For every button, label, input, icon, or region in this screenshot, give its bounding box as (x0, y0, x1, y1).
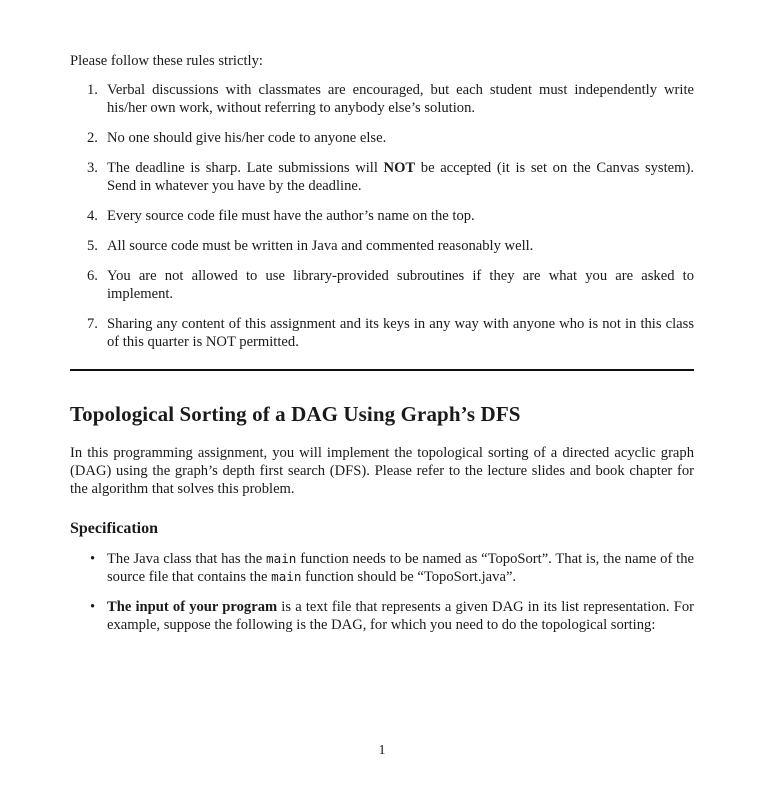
spec-text: The Java class that has the (107, 551, 267, 567)
rule-text-pre: The deadline is sharp. Late submissions will (107, 160, 384, 176)
bullet-icon: • (90, 599, 96, 615)
rule-text: All source code must be written in Java and commented reasonably well. (107, 238, 534, 254)
rule-item (70, 129, 694, 147)
rule-number: 7. (87, 316, 98, 332)
rule-number: 3. (87, 160, 98, 176)
rule-text: No one should give his/her code to anyone else. (107, 130, 387, 146)
rule-item (70, 267, 694, 303)
rule-text: You are not allowed to use library-provided subroutines if they are what you are asked to implement. (107, 268, 694, 302)
rule-text-post: be accepted (it is set on the Canvas system). Send in whatever you have by the deadline. (107, 160, 694, 194)
document-page (70, 52, 694, 646)
page-number: 1 (378, 743, 386, 758)
rule-text: Sharing any content of this assignment and its keys in any way with anyone who is not in this class of this quarter is NOT permitted. (107, 316, 694, 350)
code-main: main (271, 569, 302, 584)
specification-item (70, 598, 694, 634)
rule-number: 5. (87, 238, 98, 254)
section-title: Topological Sorting of a DAG Using Graph’s DFS (70, 402, 521, 426)
spec-text: function needs to be named as “TopoSort”. That is, the name of the source file that contains the (107, 551, 694, 585)
rule-emphasis: NOT (383, 160, 416, 176)
rule-number: 1. (87, 82, 98, 98)
rule-item (70, 315, 694, 351)
section-paragraph: In this programming assignment, you will implement the topological sorting of a directed acyclic graph (DAG) using the graph’s depth first search (DFS). Please refer to the lecture slides and book chapter for the algorithm that solves this problem. (70, 445, 694, 497)
spec-emphasis: The input of your program (107, 599, 278, 615)
rule-item (70, 207, 694, 225)
subsection-heading: Specification (70, 520, 158, 537)
rule-text: Verbal discussions with classmates are encouraged, but each student must independently write his/her own work, without referring to anybody else’s solution. (107, 82, 694, 116)
code-main: main (266, 551, 297, 566)
rule-item (70, 159, 694, 195)
rule-number: 6. (87, 268, 98, 284)
specification-list (70, 550, 694, 634)
spec-text: is a text file that represents a given DAG in its list representation. For example, suppose the following is the DAG, for which you need to do the topological sorting: (107, 599, 694, 633)
spec-text: function should be “TopoSort.java”. (301, 569, 517, 585)
rule-text: Every source code file must have the author’s name on the top. (107, 208, 475, 224)
bullet-icon: • (90, 551, 96, 567)
rules-list (70, 81, 694, 351)
rule-item (70, 81, 694, 117)
specification-item (70, 550, 694, 586)
rule-number: 2. (87, 130, 98, 146)
horizontal-divider (70, 369, 694, 371)
rule-number: 4. (87, 208, 98, 224)
rule-item (70, 237, 694, 255)
rules-intro: Please follow these rules strictly: (70, 53, 263, 69)
